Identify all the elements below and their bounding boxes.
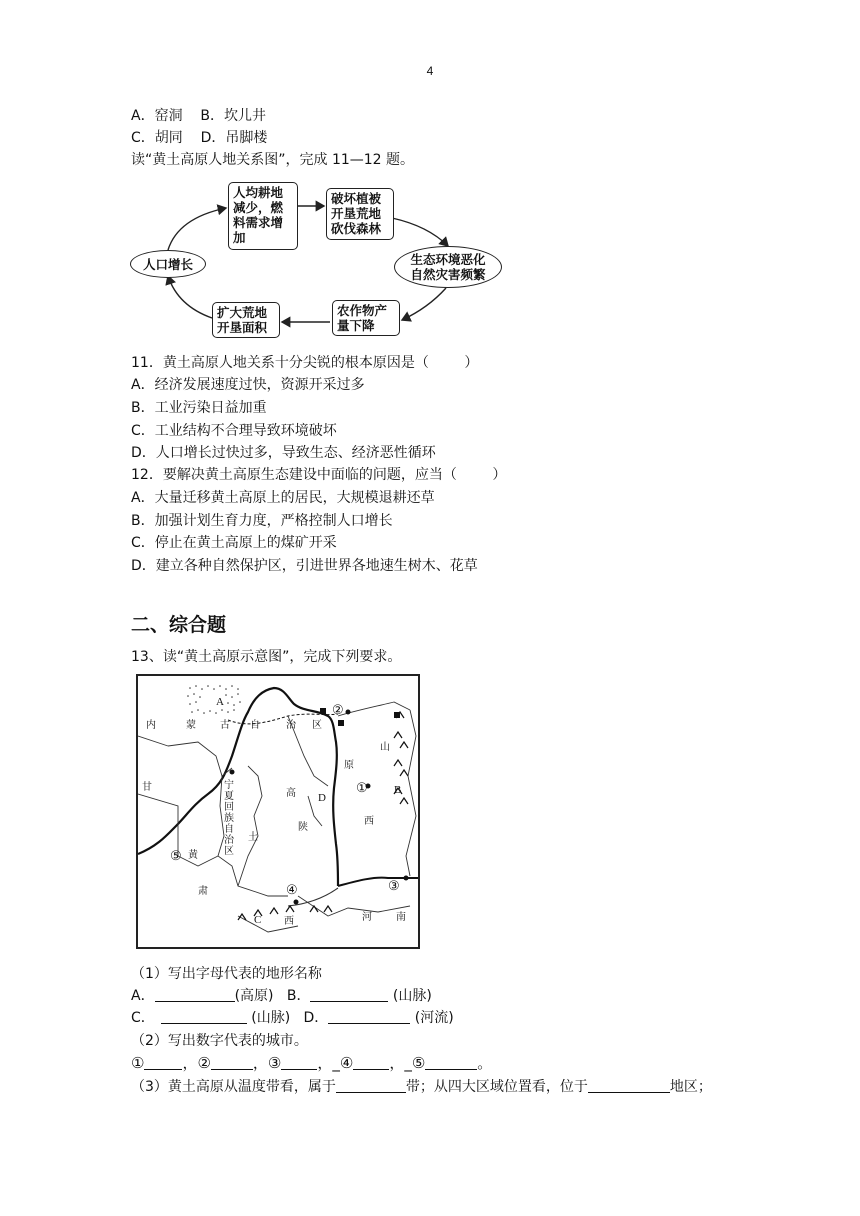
map-label-nan: 南 <box>396 912 406 923</box>
city-5-label: ，_⑤ <box>389 1054 426 1072</box>
blank-temperature-zone[interactable] <box>336 1078 406 1093</box>
blank-region[interactable] <box>588 1078 670 1093</box>
q12-option-a: A．大量迁移黄土高原上的居民，大规模退耕还草 <box>131 490 435 506</box>
city-1-label: ① <box>131 1054 145 1072</box>
node-destroy-vegetation: 破坏植被 开垦荒地 砍伐森林 <box>326 188 394 240</box>
map-label-zi: 自 <box>250 720 260 731</box>
map-letter-b: B <box>394 784 402 796</box>
node-population-growth: 人口增长 <box>130 250 206 278</box>
q12-option-d: D．建立各种自然保护区，引进世界各地速生树木、花草 <box>131 558 478 574</box>
map-label-xi-right: 西 <box>364 816 374 827</box>
blank-city-5[interactable] <box>425 1055 477 1070</box>
q13-part2-cities <box>131 1053 492 1073</box>
loess-plateau-map <box>136 674 420 949</box>
section2-title: 二、综合题 <box>131 614 227 636</box>
q11-stem: 11．黄土高原人地关系十分尖锐的根本原因是（ ） <box>131 355 479 371</box>
node-eco-deterioration: 生态环境恶化 自然灾害频繁 <box>394 246 502 288</box>
intro-11-12: 读“黄土高原人地关系图”，完成 11—12 题。 <box>131 152 415 168</box>
node-expand-land: 扩大荒地 开垦面积 <box>212 302 280 338</box>
node-crop-decline: 农作物产 量下降 <box>332 300 400 336</box>
map-label-meng: 蒙 <box>186 720 196 731</box>
q13-b-suffix: (山脉) <box>388 988 432 1004</box>
blank-city-4[interactable] <box>353 1055 389 1070</box>
blank-b[interactable] <box>310 987 388 1002</box>
q11-option-c: C．工业结构不合理导致环境破坏 <box>131 423 337 439</box>
map-letter-c: C <box>254 914 262 926</box>
map-label-he: 河 <box>362 912 372 923</box>
q12-stem: 12．要解决黄土高原生态建设中面临的问题，应当（ ） <box>131 467 507 483</box>
q13-part2: （2）写出数字代表的城市。 <box>131 1033 308 1049</box>
city-symbols <box>230 708 409 905</box>
q11-option-a: A．经济发展速度过快，资源开采过多 <box>131 377 365 393</box>
map-city-4: ④ <box>286 882 298 897</box>
map-label-yuan: 原 <box>344 760 354 771</box>
map-letter-a: A <box>216 696 224 708</box>
human-land-relation-diagram <box>128 178 508 344</box>
map-city-2: ② <box>332 702 344 717</box>
q13-part3-c: 地区； <box>669 1079 712 1095</box>
q13-part1-ab <box>131 986 432 1006</box>
map-label-tu: 土 <box>248 832 258 843</box>
q10-options-line1: A．窑洞 B．坎儿井 <box>131 108 266 124</box>
q10-options-line2: C．胡同 D．吊脚楼 <box>131 130 268 146</box>
desert-area <box>187 685 241 714</box>
q13-part1-cd <box>131 1008 454 1028</box>
city-3-label: ，③ <box>252 1054 282 1072</box>
blank-d[interactable] <box>328 1009 410 1024</box>
q13-d-suffix: (河流) <box>410 1010 454 1026</box>
city-2-label: ，② <box>182 1054 211 1072</box>
node-farmland-decrease: 人均耕地 减少，燃 料需求增 加 <box>228 182 298 250</box>
q13-a-prefix: A． <box>131 988 155 1004</box>
q13-a-suffix: (高原) B． <box>234 988 311 1004</box>
map-label-gan: 甘 <box>142 782 152 793</box>
q13-stem: 13、读“黄土高原示意图”，完成下列要求。 <box>131 649 402 665</box>
blank-c[interactable] <box>161 1009 247 1024</box>
q13-part1: （1）写出字母代表的地形名称 <box>131 966 322 982</box>
city-end: 。 <box>477 1054 493 1072</box>
q11-option-d: D．人口增长过快过多，导致生态、经济恶性循环 <box>131 445 436 461</box>
map-label-xi-bottom: 西 <box>284 916 294 927</box>
map-label-qu: 区 <box>312 720 322 731</box>
map-label-huang: 黄 <box>188 850 198 861</box>
map-city-3: ③ <box>388 878 400 893</box>
q13-part3-a: （3）黄土高原从温度带看，属于 <box>131 1079 336 1095</box>
page-number: 4 <box>426 64 434 78</box>
q11-option-b: B．工业污染日益加重 <box>131 400 267 416</box>
map-lines <box>138 676 418 947</box>
map-label-shaan: 陕 <box>298 822 308 833</box>
city-4-label: ，_④ <box>317 1054 354 1072</box>
map-label-nei: 内 <box>146 720 156 731</box>
map-label-ningxia: 宁 夏 回 族 自 治 区 <box>224 780 234 857</box>
q13-c-prefix: C． <box>131 1010 155 1026</box>
q13-c-suffix: (山脉) D． <box>246 1010 329 1026</box>
blank-city-3[interactable] <box>281 1055 317 1070</box>
q13-part3-b: 带；从四大区域位置看，位于 <box>405 1079 588 1095</box>
map-label-zhi: 治 <box>286 720 296 731</box>
q13-part3 <box>131 1077 712 1097</box>
map-label-gu: 古 <box>220 720 230 731</box>
map-label-shan-mountain: 山 <box>380 742 390 753</box>
map-city-1: ① <box>356 780 368 795</box>
blank-a[interactable] <box>155 987 235 1002</box>
blank-city-1[interactable] <box>144 1055 182 1070</box>
blank-city-2[interactable] <box>211 1055 253 1070</box>
q12-option-c: C．停止在黄土高原上的煤矿开采 <box>131 535 337 551</box>
map-city-5: ⑤ <box>170 848 182 863</box>
map-letter-d: D <box>318 792 326 804</box>
map-label-su: 肃 <box>198 886 208 897</box>
map-label-gao: 高 <box>286 788 296 799</box>
q12-option-b: B．加强计划生育力度，严格控制人口增长 <box>131 513 393 529</box>
